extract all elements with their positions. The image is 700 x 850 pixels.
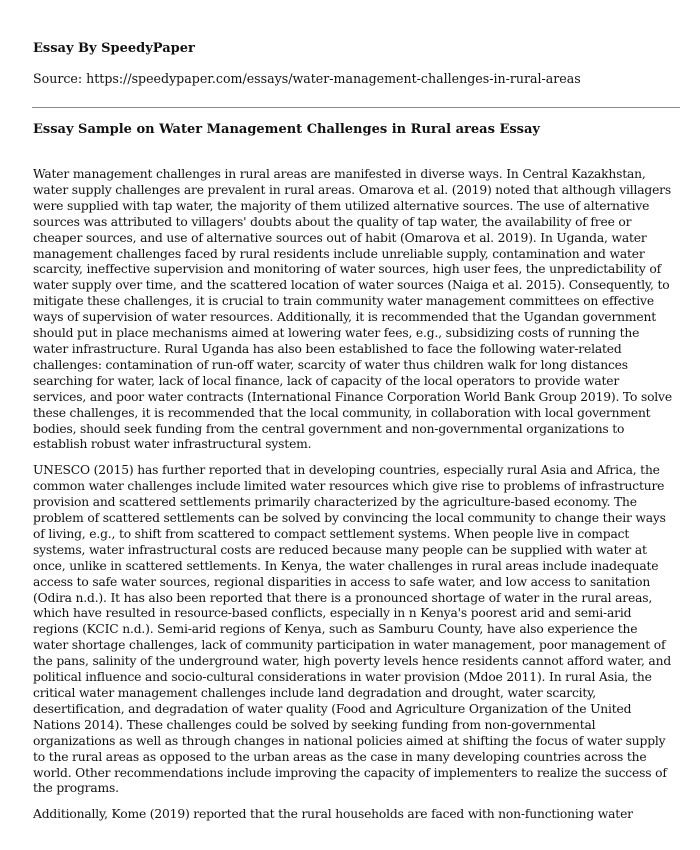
- source-line: Source: https://speedypaper.com/essays/water-management-challenges-in-rural-areas: [33, 71, 581, 86]
- header-divider: [32, 107, 680, 108]
- essay-title: Essay Sample on Water Management Challenges in Rural areas Essay: [33, 122, 540, 137]
- essay-paragraph-3: Additionally, Kome (2019) reported that the rural households are faced with non-functioning water: [33, 807, 633, 822]
- essay-paragraph-1: Water management challenges in rural areas are manifested in diverse ways. In Central Kazakhstan, water supply challenges are prevalent in rural areas. Omarova et al. (2019) noted that although villagers were supplied with tap water, the majority of them utilized alternative sources. The use of alternative sources was attributed to villagers' doubts about the quality of tap water, the availability of free or cheaper sources, and use of alternative sources out of habit (Omarova et al. 2019). In Uganda, water management challenges faced by rural residents include unreliable supply, contamination and water scarcity, ineffective supervision and monitoring of water sources, high user fees, the unpredictability of water supply over time, and the scattered location of water sources (Naiga et al. 2015). Consequently, to mitigate these challenges, it is crucial to train community water management committees on effective ways of supervision of water resources. Additionally, it is recommended that the Ugandan government should put in place mechanisms aimed at lowering water fees, e.g., subsidizing costs of running the water infrastructure. Rural Uganda has also been established to face the following water-related challenges: contamination of run-off water, scarcity of water thus children walk for long distances searching for water, lack of local finance, lack of capacity of the local operators to provide water services, and poor water contracts (International Finance Corporation World Bank Group 2019). To solve these challenges, it is recommended that the local community, in collaboration with local government bodies, should seek funding from the central government and non-governmental organizations to establish robust water infrastructural system.: [33, 167, 672, 452]
- essay-body: [33, 167, 673, 833]
- essay-paragraph-2: UNESCO (2015) has further reported that in developing countries, especially rural Asia and Africa, the common water challenges include limited water resources which give rise to problems of infrastructure provision and scattered settlements primarily characterized by the agriculture-based economy. The problem of scattered settlements can be solved by convincing the local community to change their ways of living, e.g., to shift from scattered to compact settlement systems. When people live in compact systems, water infrastructural costs are reduced because many people can be supplied with water at once, unlike in scattered settlements. In Kenya, the water challenges in rural areas include inadequate access to safe water sources, regional disparities in access to safe water, and low access to sanitation (Odira n.d.). It has also been reported that there is a pronounced shortage of water in the rural areas, which have resulted in resource-based conflicts, especially in n Kenya's poorest arid and semi-arid regions (KCIC n.d.). Semi-arid regions of Kenya, such as Samburu County, have also experience the water shortage challenges, lack of community participation in water management, poor management of the pans, salinity of the underground water, high poverty levels hence residents cannot afford water, and political influence and socio-cultural considerations in water provision (Mdoe 2011). In rural Asia, the critical water management challenges include land degradation and drought, water scarcity, desertification, and degradation of water quality (Food and Agriculture Organization of the United Nations 2014). These challenges could be solved by seeking funding from non-governmental organizations as well as through changes in national policies aimed at shifting the focus of water supply to the rural areas as opposed to the urban areas as the case in many developing countries across the world. Other recommendations include improving the capacity of implementers to realize the success of the programs.: [33, 463, 672, 796]
- essay-brand: Essay By SpeedyPaper: [33, 41, 195, 56]
